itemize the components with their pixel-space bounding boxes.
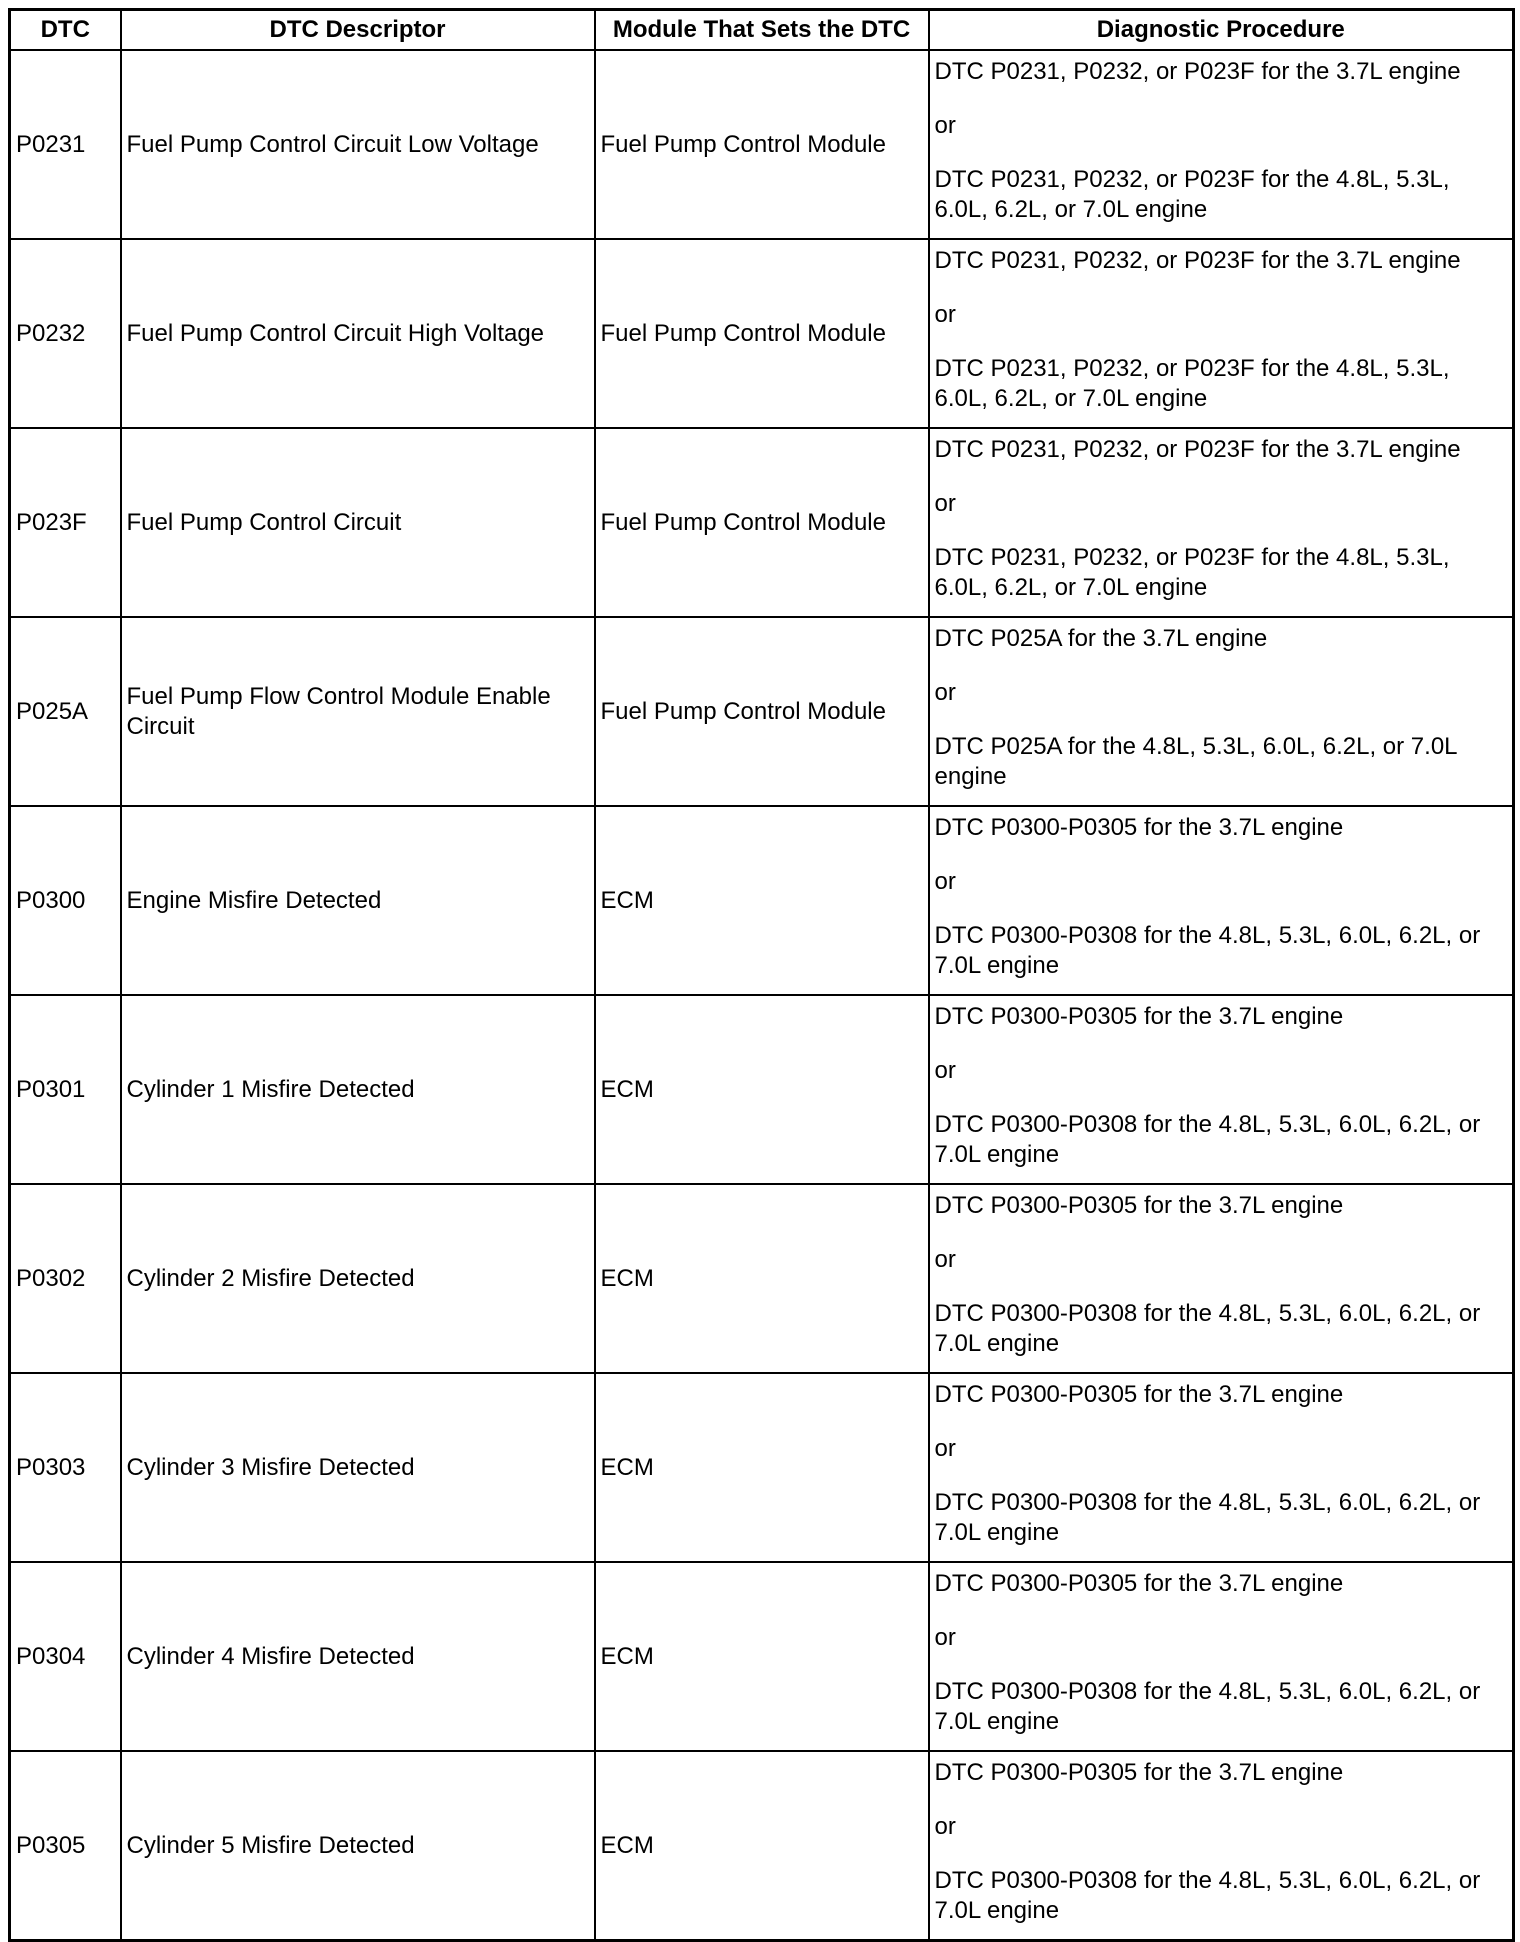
setting-module: ECM: [595, 1751, 929, 1941]
procedure-link-alternate[interactable]: DTC P0300-P0308 for the 4.8L, 5.3L, 6.0L, 6.2L, or 7.0L engine: [934, 1111, 1481, 1168]
diagnostic-procedure: [929, 428, 1514, 617]
diagnostic-procedure: [929, 1373, 1514, 1562]
procedure-link-alternate[interactable]: DTC P0231, P0232, or P023F for the 4.8L, 5.3L, 6.0L, 6.2L, or 7.0L engine: [934, 544, 1450, 601]
dtc-code: P0232: [10, 239, 121, 428]
table-row: [10, 1751, 1514, 1941]
setting-module: ECM: [595, 995, 929, 1184]
procedure-link-primary[interactable]: DTC P0300-P0305 for the 3.7L engine: [934, 1192, 1344, 1219]
procedure-link-primary[interactable]: DTC P0300-P0305 for the 3.7L engine: [934, 1759, 1344, 1786]
dtc-code: P0305: [10, 1751, 121, 1941]
dtc-descriptor: Fuel Pump Flow Control Module Enable Circuit: [121, 617, 595, 806]
diagnostic-procedure: [929, 617, 1514, 806]
dtc-descriptor: Fuel Pump Control Circuit: [121, 428, 595, 617]
procedure-or: or: [934, 490, 956, 517]
diagnostic-procedure: [929, 1184, 1514, 1373]
diagnostic-procedure: [929, 1562, 1514, 1751]
procedure-or: or: [934, 1624, 956, 1651]
setting-module: ECM: [595, 806, 929, 995]
procedure-link-primary[interactable]: DTC P0231, P0232, or P023F for the 3.7L engine: [934, 436, 1461, 463]
procedure-link-alternate[interactable]: DTC P0300-P0308 for the 4.8L, 5.3L, 6.0L, 6.2L, or 7.0L engine: [934, 1300, 1481, 1357]
procedure-or: or: [934, 301, 956, 328]
table-row: [10, 995, 1514, 1184]
diagnostic-procedure: [929, 50, 1514, 239]
table-row: [10, 806, 1514, 995]
diagnostic-procedure: [929, 239, 1514, 428]
table-header: [10, 10, 1514, 51]
setting-module: ECM: [595, 1562, 929, 1751]
table-row: [10, 50, 1514, 239]
dtc-code: P023F: [10, 428, 121, 617]
procedure-link-alternate[interactable]: DTC P0300-P0308 for the 4.8L, 5.3L, 6.0L, 6.2L, or 7.0L engine: [934, 922, 1481, 979]
dtc-code: P0302: [10, 1184, 121, 1373]
header-row: [10, 10, 1514, 51]
header-module: Module That Sets the DTC: [595, 10, 929, 51]
dtc-descriptor: Cylinder 1 Misfire Detected: [121, 995, 595, 1184]
setting-module: ECM: [595, 1184, 929, 1373]
setting-module: Fuel Pump Control Module: [595, 239, 929, 428]
dtc-table: [8, 8, 1515, 1942]
header-procedure: Diagnostic Procedure: [929, 10, 1514, 51]
table-row: [10, 617, 1514, 806]
procedure-link-alternate[interactable]: DTC P0300-P0308 for the 4.8L, 5.3L, 6.0L, 6.2L, or 7.0L engine: [934, 1489, 1481, 1546]
setting-module: Fuel Pump Control Module: [595, 617, 929, 806]
procedure-link-alternate[interactable]: DTC P0231, P0232, or P023F for the 4.8L, 5.3L, 6.0L, 6.2L, or 7.0L engine: [934, 355, 1450, 412]
setting-module: Fuel Pump Control Module: [595, 50, 929, 239]
table-row: [10, 1184, 1514, 1373]
procedure-or: or: [934, 112, 956, 139]
procedure-link-primary[interactable]: DTC P0300-P0305 for the 3.7L engine: [934, 814, 1344, 841]
header-descriptor: DTC Descriptor: [121, 10, 595, 51]
procedure-link-primary[interactable]: DTC P025A for the 3.7L engine: [934, 625, 1268, 652]
dtc-code: P0300: [10, 806, 121, 995]
dtc-descriptor: Fuel Pump Control Circuit High Voltage: [121, 239, 595, 428]
table-body: [10, 50, 1514, 1941]
diagnostic-procedure: [929, 1751, 1514, 1941]
procedure-or: or: [934, 1435, 956, 1462]
dtc-code: P0304: [10, 1562, 121, 1751]
procedure-link-primary[interactable]: DTC P0300-P0305 for the 3.7L engine: [934, 1570, 1344, 1597]
procedure-link-alternate[interactable]: DTC P0231, P0232, or P023F for the 4.8L, 5.3L, 6.0L, 6.2L, or 7.0L engine: [934, 166, 1450, 223]
dtc-descriptor: Cylinder 4 Misfire Detected: [121, 1562, 595, 1751]
dtc-descriptor: Engine Misfire Detected: [121, 806, 595, 995]
diagnostic-procedure: [929, 995, 1514, 1184]
procedure-link-primary[interactable]: DTC P0300-P0305 for the 3.7L engine: [934, 1381, 1344, 1408]
procedure-link-alternate[interactable]: DTC P0300-P0308 for the 4.8L, 5.3L, 6.0L, 6.2L, or 7.0L engine: [934, 1867, 1481, 1924]
procedure-or: or: [934, 868, 956, 895]
dtc-descriptor: Fuel Pump Control Circuit Low Voltage: [121, 50, 595, 239]
setting-module: ECM: [595, 1373, 929, 1562]
dtc-code: P0303: [10, 1373, 121, 1562]
procedure-link-primary[interactable]: DTC P0231, P0232, or P023F for the 3.7L engine: [934, 58, 1461, 85]
dtc-code: P025A: [10, 617, 121, 806]
diagnostic-procedure: [929, 806, 1514, 995]
table-row: [10, 239, 1514, 428]
procedure-link-primary[interactable]: DTC P0231, P0232, or P023F for the 3.7L engine: [934, 247, 1461, 274]
table-row: [10, 1562, 1514, 1751]
setting-module: Fuel Pump Control Module: [595, 428, 929, 617]
table-row: [10, 428, 1514, 617]
dtc-code: P0301: [10, 995, 121, 1184]
procedure-or: or: [934, 1057, 956, 1084]
procedure-or: or: [934, 679, 956, 706]
procedure-link-alternate[interactable]: DTC P025A for the 4.8L, 5.3L, 6.0L, 6.2L, or 7.0L engine: [934, 733, 1457, 790]
dtc-code: P0231: [10, 50, 121, 239]
header-dtc: DTC: [10, 10, 121, 51]
dtc-descriptor: Cylinder 5 Misfire Detected: [121, 1751, 595, 1941]
procedure-link-alternate[interactable]: DTC P0300-P0308 for the 4.8L, 5.3L, 6.0L, 6.2L, or 7.0L engine: [934, 1678, 1481, 1735]
table-row: [10, 1373, 1514, 1562]
procedure-or: or: [934, 1246, 956, 1273]
dtc-descriptor: Cylinder 3 Misfire Detected: [121, 1373, 595, 1562]
dtc-descriptor: Cylinder 2 Misfire Detected: [121, 1184, 595, 1373]
procedure-or: or: [934, 1813, 956, 1840]
procedure-link-primary[interactable]: DTC P0300-P0305 for the 3.7L engine: [934, 1003, 1344, 1030]
